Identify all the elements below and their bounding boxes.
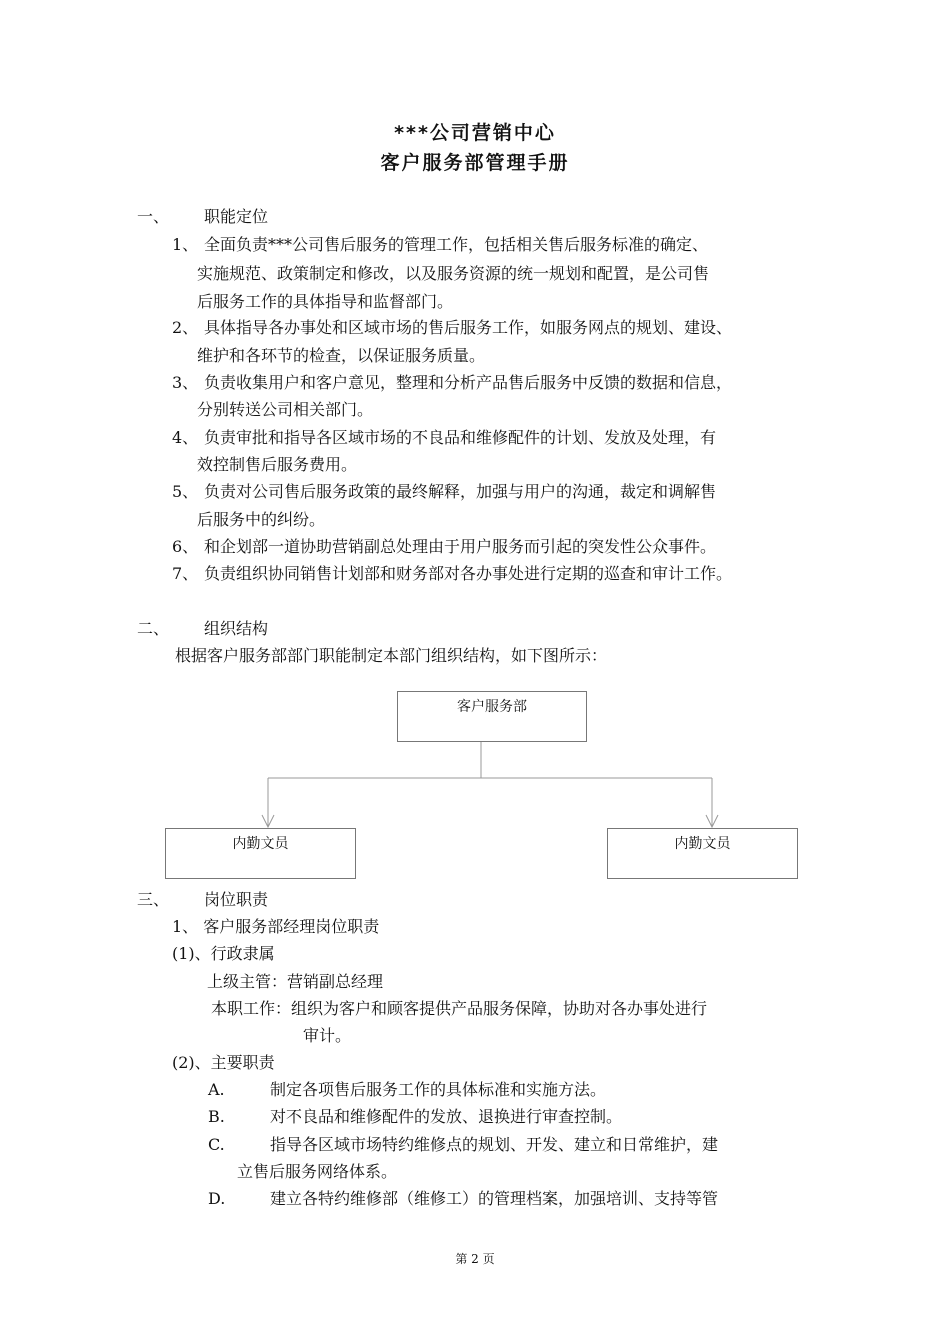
- list-item-text: 和企划部一道协助营销副总处理由于用户服务而引起的突发性公众事件。: [204, 537, 717, 556]
- list-item-text: 分别转送公司相关部门。: [197, 400, 374, 419]
- duty-letter: A.: [208, 1080, 225, 1099]
- org-node-clerk-right: [607, 828, 798, 879]
- list-item-text: 实施规范、政策制定和修改，以及服务资源的统一规划和配置，是公司售: [197, 264, 710, 283]
- subsection-heading: 1、 客户服务部经理岗位职责: [172, 917, 380, 936]
- list-item-text: 负责对公司售后服务政策的最终解释，加强与用户的沟通，裁定和调解售: [204, 482, 717, 501]
- org-node-label: 内勤文员: [232, 836, 289, 852]
- paragraph-heading: (2)、主要职责: [172, 1053, 275, 1072]
- org-node-label: 内勤文员: [674, 836, 731, 852]
- duty-text: 立售后服务网络体系。: [237, 1162, 398, 1181]
- org-node-label: 客户服务部: [457, 699, 527, 715]
- page-number: 第 2 页: [455, 1252, 495, 1266]
- list-item-number: 4、: [172, 428, 199, 447]
- section-number: 一、: [137, 207, 170, 226]
- list-item-number: 3、: [172, 373, 199, 392]
- duty-line: 审计。: [303, 1026, 352, 1045]
- section-heading: 组织结构: [204, 619, 269, 638]
- list-item-text: 效控制售后服务费用。: [197, 455, 358, 474]
- section-heading: 岗位职责: [204, 890, 269, 909]
- list-item-number: 5、: [172, 482, 199, 501]
- paragraph-heading: (1)、行政隶属: [172, 944, 275, 963]
- document-title-company: ***公司营销中心: [394, 122, 556, 144]
- list-item-text: 负责审批和指导各区域市场的不良品和维修配件的计划、发放及处理，有: [204, 428, 717, 447]
- duty-text: 建立各特约维修部（维修工）的管理档案，加强培训、支持等管: [270, 1189, 719, 1208]
- section-intro: 根据客户服务部部门职能制定本部门组织结构，如下图所示：: [175, 646, 608, 665]
- duty-letter: C.: [208, 1135, 225, 1154]
- list-item-number: 6、: [172, 537, 199, 556]
- list-item-text: 后服务中的纠纷。: [197, 510, 326, 529]
- document-title-manual: 客户服务部管理手册: [380, 152, 570, 174]
- list-item-number: 7、: [172, 564, 199, 583]
- section-heading: 职能定位: [204, 207, 269, 226]
- list-item-number: 2、: [172, 318, 199, 337]
- list-item-text: 后服务工作的具体指导和监督部门。: [197, 292, 454, 311]
- section-number: 三、: [137, 890, 170, 909]
- list-item-text: 负责收集用户和客户意见，整理和分析产品售后服务中反馈的数据和信息，: [204, 373, 733, 392]
- list-item-text: 负责组织协同销售计划部和财务部对各办事处进行定期的巡查和审计工作。: [204, 564, 733, 583]
- list-item-text: 维护和各环节的检查，以保证服务质量。: [197, 346, 486, 365]
- list-item-number: 1、: [172, 235, 199, 254]
- duty-letter: D.: [208, 1189, 226, 1208]
- duty-text: 指导各区域市场特约维修点的规划、开发、建立和日常维护，建: [270, 1135, 719, 1154]
- duty-letter: B.: [208, 1107, 225, 1126]
- superior-line: 上级主管：营销副总经理: [207, 972, 384, 991]
- section-number: 二、: [137, 619, 170, 638]
- list-item-text: 具体指导各办事处和区域市场的售后服务工作，如服务网点的规划、建设、: [204, 318, 733, 337]
- duty-line: 本职工作：组织为客户和顾客提供产品服务保障，协助对各办事处进行: [211, 999, 708, 1018]
- org-node-customer-service: [397, 691, 587, 742]
- list-item-text: 全面负责***公司售后服务的管理工作，包括相关售后服务标准的确定、: [204, 235, 709, 254]
- duty-text: 对不良品和维修配件的发放、退换进行审查控制。: [270, 1107, 623, 1126]
- org-node-clerk-left: [165, 828, 356, 879]
- duty-text: 制定各项售后服务工作的具体标准和实施方法。: [270, 1080, 607, 1099]
